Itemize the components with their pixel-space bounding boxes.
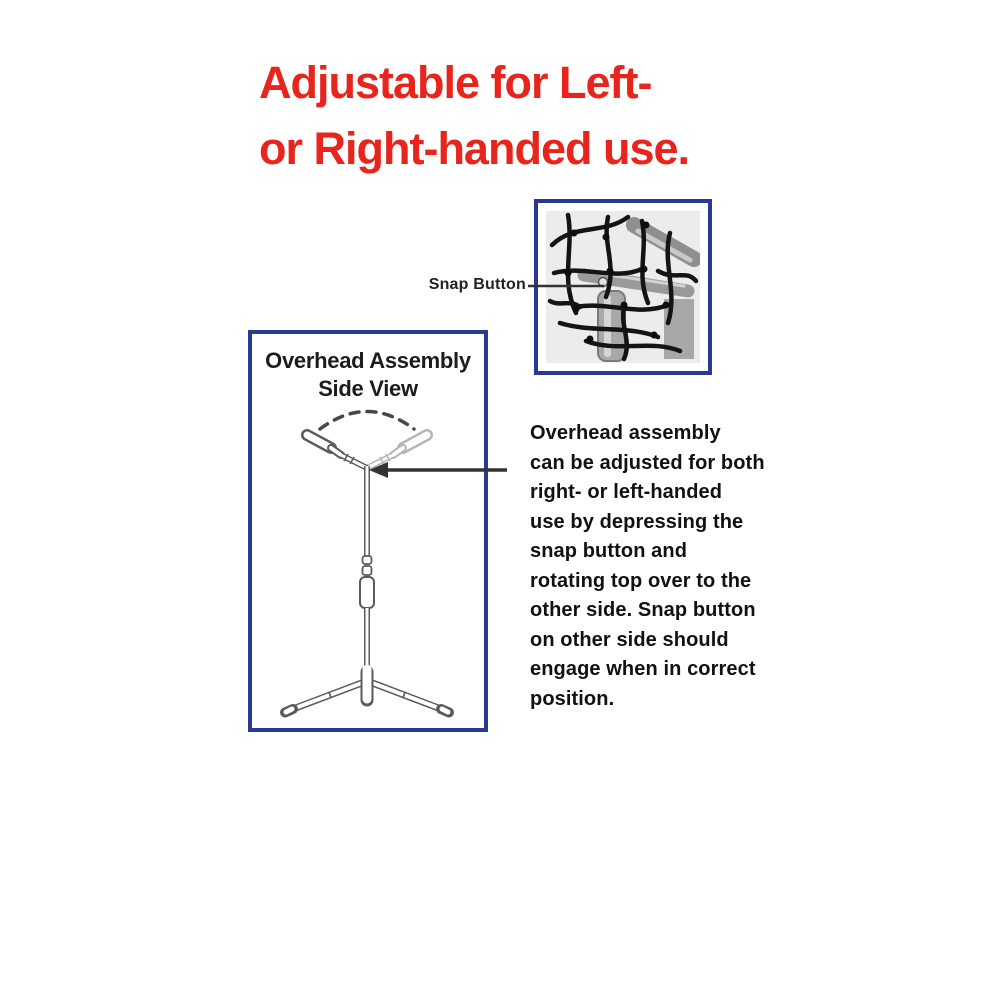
page-title	[259, 50, 689, 182]
heading-line-1: Adjustable for Left-	[259, 57, 652, 108]
description-line: can be adjusted for both	[530, 451, 765, 474]
diagram-title-line-2: Side View	[318, 376, 418, 401]
net-photo-illustration	[546, 211, 700, 363]
description-line: other side. Snap button	[530, 599, 756, 621]
description-line: position.	[530, 687, 615, 710]
description-line: right- or left-handed	[530, 481, 723, 503]
description-text	[530, 419, 820, 714]
description-line: Overhead assembly	[530, 422, 721, 444]
snap-button-label: Snap Button	[428, 276, 526, 293]
description-line: rotating top over to the	[530, 569, 752, 592]
side-view-diagram-box	[248, 330, 488, 732]
description-line: use by depressing the	[530, 510, 744, 533]
heading-line-2: or Right-handed use.	[259, 123, 689, 174]
description-line: on other side should	[530, 628, 729, 651]
description-line: engage when in correct	[530, 658, 756, 680]
snap-button-photo-box	[534, 199, 712, 375]
description-line: snap button and	[530, 540, 688, 562]
snap-button-dot	[599, 278, 608, 287]
diagram-title	[252, 347, 484, 403]
diagram-title-line-1: Overhead Assembly	[265, 348, 471, 373]
